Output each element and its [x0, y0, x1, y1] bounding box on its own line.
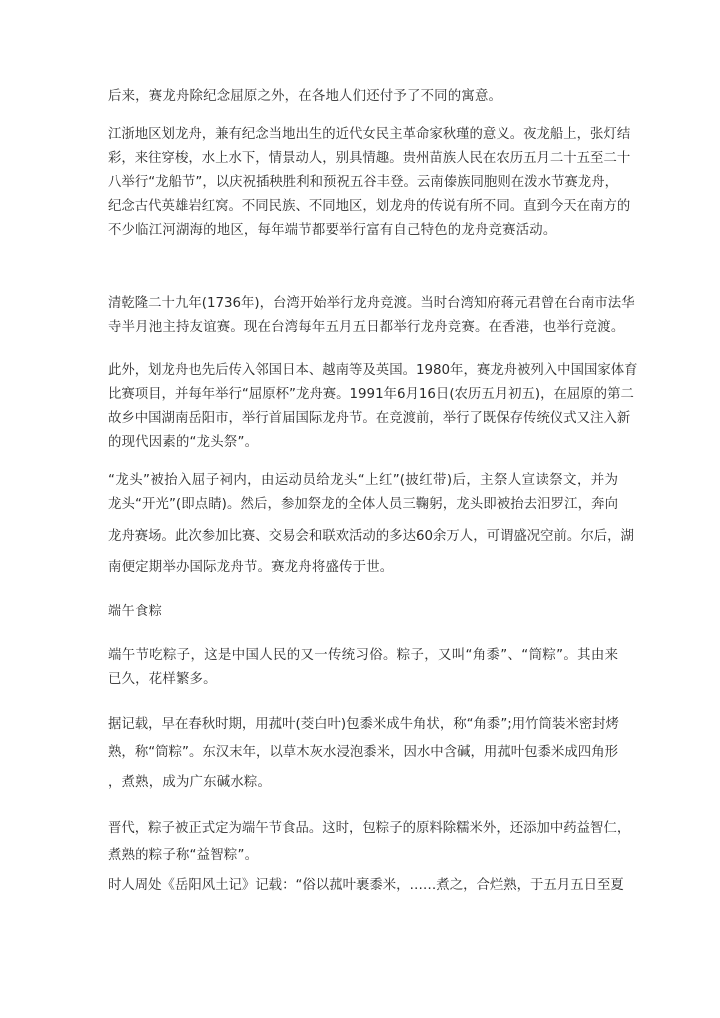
paragraph-line: 据记载，早在春秋时期，用菰叶(茭白叶)包黍米成牛角状，称“角黍”;用竹筒装米密封烤: [108, 717, 619, 732]
paragraph-line: “龙头”被抬入屈子祠内，由运动员给龙头“上红”(披红带)后，主祭人宣读祭文，并为: [108, 473, 618, 488]
paragraph-line: 南便定期举办国际龙舟节。赛龙舟将盛传于世。: [108, 560, 394, 575]
paragraph-line: 晋代，粽子被正式定为端午节食品。这时，包粽子的原料除糯米外，还添加中药益智仁，: [108, 821, 631, 836]
paragraph-line: 的现代因素的“龙头祭”。: [108, 435, 259, 450]
paragraph-line: 时人周处《岳阳风土记》记载：“俗以菰叶裹黍米，……煮之，合烂熟，于五月五日至夏: [108, 878, 624, 893]
paragraph-line: 熟，称“筒粽”。东汉末年，以草木灰水浸泡黍米，因水中含碱，用菰叶包黍米成四角形: [108, 745, 618, 760]
paragraph-line: 后来，赛龙舟除纪念屈原之外，在各地人们还付予了不同的寓意。: [108, 89, 503, 104]
paragraph-line: 江浙地区划龙舟，兼有纪念当地出生的近代女民主革命家秋瑾的意义。夜龙船上，张灯结: [108, 127, 631, 142]
paragraph-line: 煮熟的粽子称“益智粽”。: [108, 848, 259, 863]
paragraph-line: 清乾隆二十九年(1736年)，台湾开始举行龙舟竞渡。当时台湾知府蒋元君曾在台南市法华: [108, 296, 635, 311]
paragraph-line: 纪念古代英雄岩红窝。不同民族、不同地区，划龙舟的传说有所不同。直到今天在南方的: [108, 199, 631, 214]
paragraph-line: 八举行“龙船节”，以庆祝插秧胜利和预祝五谷丰登。云南傣族同胞则在泼水节赛龙舟，: [108, 175, 618, 190]
paragraph-line: 此外，划龙舟也先后传入邻国日本、越南等及英国。1980年，赛龙舟被列入中国国家体育: [108, 363, 638, 378]
paragraph-line: 端午节吃粽子，这是中国人民的又一传统习俗。粽子，又叫“角黍”、“筒粽”。其由来: [108, 648, 618, 663]
paragraph-line: 比赛项目，并每年举行“屈原杯”龙舟赛。1991年6月16日(农历五月初五)，在屈原的第二: [108, 387, 634, 402]
paragraph-line: ，煮熟，成为广东碱水粽。: [108, 775, 272, 790]
section-heading: 端午食粽: [108, 604, 163, 619]
paragraph-line: 已久，花样繁多。: [108, 672, 217, 687]
paragraph-line: 寺半月池主持友谊赛。现在台湾每年五月五日都举行龙舟竞赛。在香港，也举行竞渡。: [108, 320, 625, 335]
paragraph-line: 不少临江河湖海的地区，每年端节都要举行富有自己特色的龙舟竞赛活动。: [108, 223, 557, 238]
paragraph-line: 故乡中国湖南岳阳市，举行首届国际龙舟节。在竞渡前，举行了既保存传统仪式又注入新: [108, 411, 631, 426]
paragraph-line: 彩，来往穿梭，水上水下，情景动人，别具情趣。贵州苗族人民在农历五月二十五至二十: [108, 151, 631, 166]
paragraph-line: 龙舟赛场。此次参加比赛、交易会和联欢活动的多达60余万人，可谓盛况空前。尔后，湖: [108, 529, 634, 544]
paragraph-line: 龙头“开光”(即点睛)。然后，参加祭龙的全体人员三鞠躬，龙头即被抬去汨罗江，奔向: [108, 497, 618, 512]
